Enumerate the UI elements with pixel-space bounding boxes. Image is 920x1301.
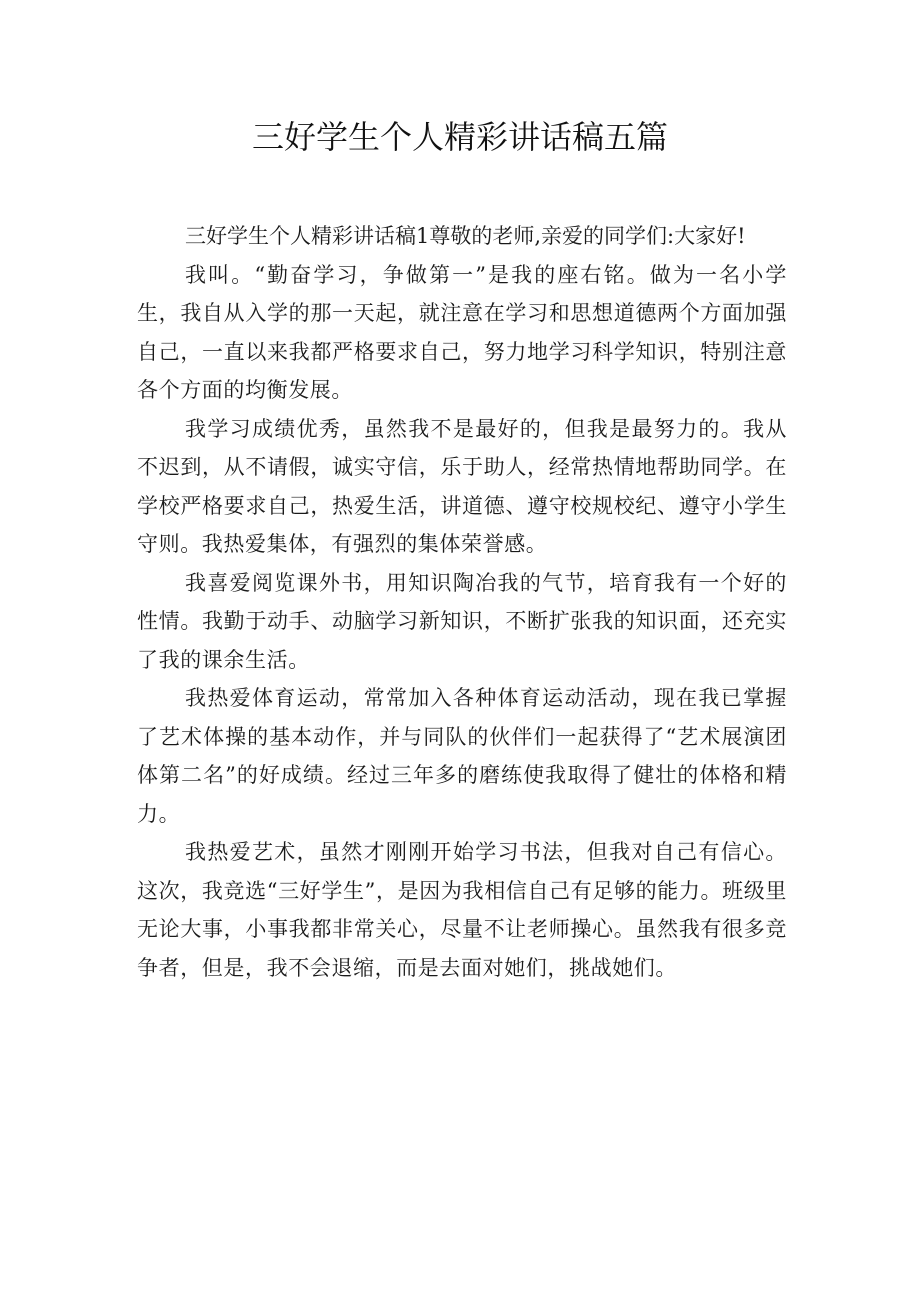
paragraph-greeting: 三好学生个人精彩讲话稿1尊敬的老师,亲爱的同学们:大家好!	[185, 224, 746, 248]
paragraph-motto: 我叫。“勤奋学习，争做第一”是我的座右铭。做为一名小学生，我自从入学的那一天起，就注意在学习和思想道德两个方面加强自己，一直以来我都严格要求自己，努力地学习科学知识，特别注意各个方面的均衡发展。	[137, 262, 787, 402]
paragraph-art: 我热爱艺术，虽然才刚刚开始学习书法，但我对自己有信心。这次，我竞选“三好学生”，是因为我相信自己有足够的能力。班级里无论大事，小事我都非常关心，尽量不让老师操心。虽然我有很多竞争者，但是，我不会退缩，而是去面对她们，挑战她们。	[137, 840, 787, 980]
document-title: 三好学生个人精彩讲话稿五篇	[251, 118, 668, 156]
paragraph-study: 我学习成绩优秀，虽然我不是最好的，但我是最努力的。我从不迟到，从不请假，诚实守信，乐于助人，经常热情地帮助同学。在学校严格要求自己，热爱生活，讲道德、遵守校规校纪、遵守小学生守则。我热爱集体，有强烈的集体荣誉感。	[137, 416, 787, 556]
document-body	[137, 217, 787, 987]
paragraph-reading: 我喜爱阅览课外书，用知识陶冶我的气节，培育我有一个好的性情。我勤于动手、动脑学习新知识，不断扩张我的知识面，还充实了我的课余生活。	[137, 570, 787, 672]
paragraph-sports: 我热爱体育运动，常常加入各种体育运动活动，现在我已掌握了艺术体操的基本动作，并与同队的伙伴们一起获得了“艺术展演团体第二名”的好成绩。经过三年多的磨练使我取得了健壮的体格和精力。	[137, 686, 787, 826]
